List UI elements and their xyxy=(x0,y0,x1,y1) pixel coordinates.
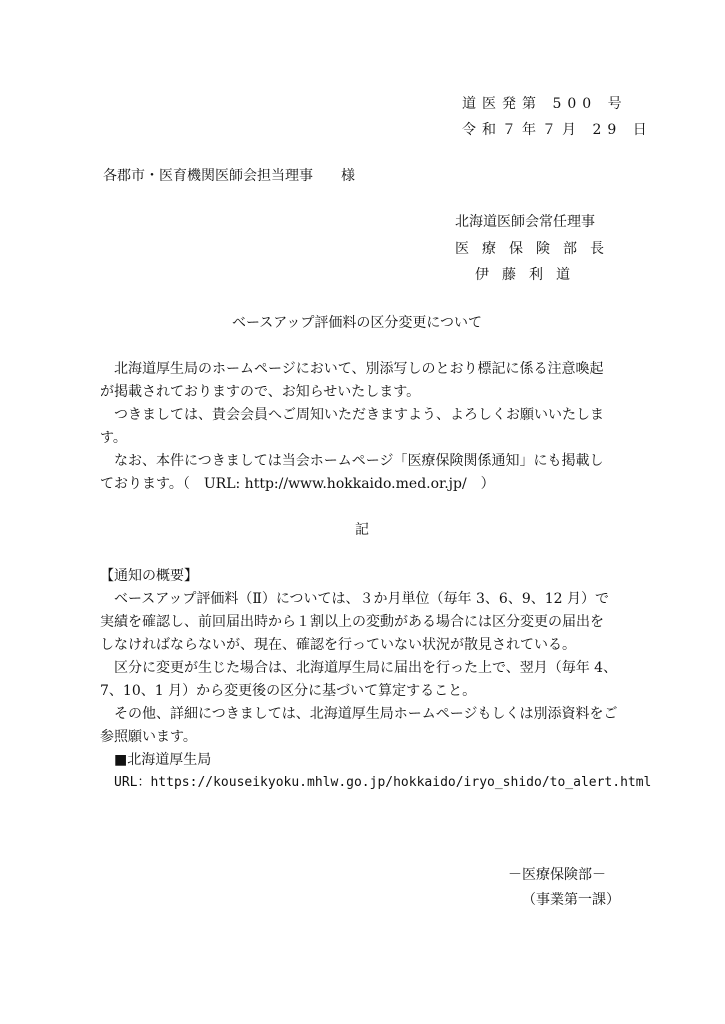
overview-l7: 参照願います。 xyxy=(100,729,197,745)
overview-url-link[interactable]: URL：https://kouseikyoku.mhlw.go.jp/hokkaido/iryo_shido/to_alert.html xyxy=(114,775,652,790)
body-p2-l1: つきましては、貴会会員へご周知いただきますよう、よろしくお願いいたしま xyxy=(100,407,604,423)
body-p2-l2: す。 xyxy=(100,430,127,446)
body-p3-l2: ております。（ URL: http://www.hokkaido.med.or.jp/ ） xyxy=(100,476,495,492)
subject-title: ベースアップ評価料の区分変更について xyxy=(232,315,483,331)
sender-name: 伊藤利道 xyxy=(475,267,583,283)
link-label: ■北海道厚生局 xyxy=(114,752,212,768)
addressee: 各郡市・医育機関医師会担当理事 様 xyxy=(103,168,355,184)
ki-heading: 記 xyxy=(355,522,369,538)
overview-l5: 7、10、1 月）から変更後の区分に基づいて算定すること。 xyxy=(100,683,477,699)
overview-heading: 【通知の概要】 xyxy=(100,568,198,584)
body-p1-l1: 北海道厚生局のホームページにおいて、別添写しのとおり標記に係る注意喚起 xyxy=(100,361,604,377)
overview-l6: その他、詳細につきましては、北海道厚生局ホームページもしくは別添資料をご xyxy=(100,706,618,722)
body-p3-l1: なお、本件につきましては当会ホームページ「医療保険関係通知」にも掲載し xyxy=(100,453,604,469)
sender-org: 北海道医師会常任理事 xyxy=(455,214,595,230)
footer-dept: －医療保険部－ xyxy=(508,867,606,883)
footer-section: （事業第一課） xyxy=(522,892,620,908)
doc-number: 道医発第 500 号 xyxy=(462,96,628,112)
doc-date: 令和７年７月 29 日 xyxy=(462,122,653,138)
overview-l2: 実績を確認し、前回届出時から１割以上の変動がある場合には区分変更の届出を xyxy=(100,614,604,630)
sender-title: 医療保険部長 xyxy=(455,241,617,257)
overview-l4: 区分に変更が生じた場合は、北海道厚生局に届出を行った上で、翌月（毎年 4、 xyxy=(100,660,618,676)
overview-l1: ベースアップ評価料（Ⅱ）については、３か月単位（毎年 3、6、9、12 月）で xyxy=(100,591,609,607)
overview-l3: しなければならないが、現在、確認を行っていない状況が散見されている。 xyxy=(100,637,576,653)
body-p1-l2: が掲載されておりますので、お知らせいたします。 xyxy=(100,384,421,400)
